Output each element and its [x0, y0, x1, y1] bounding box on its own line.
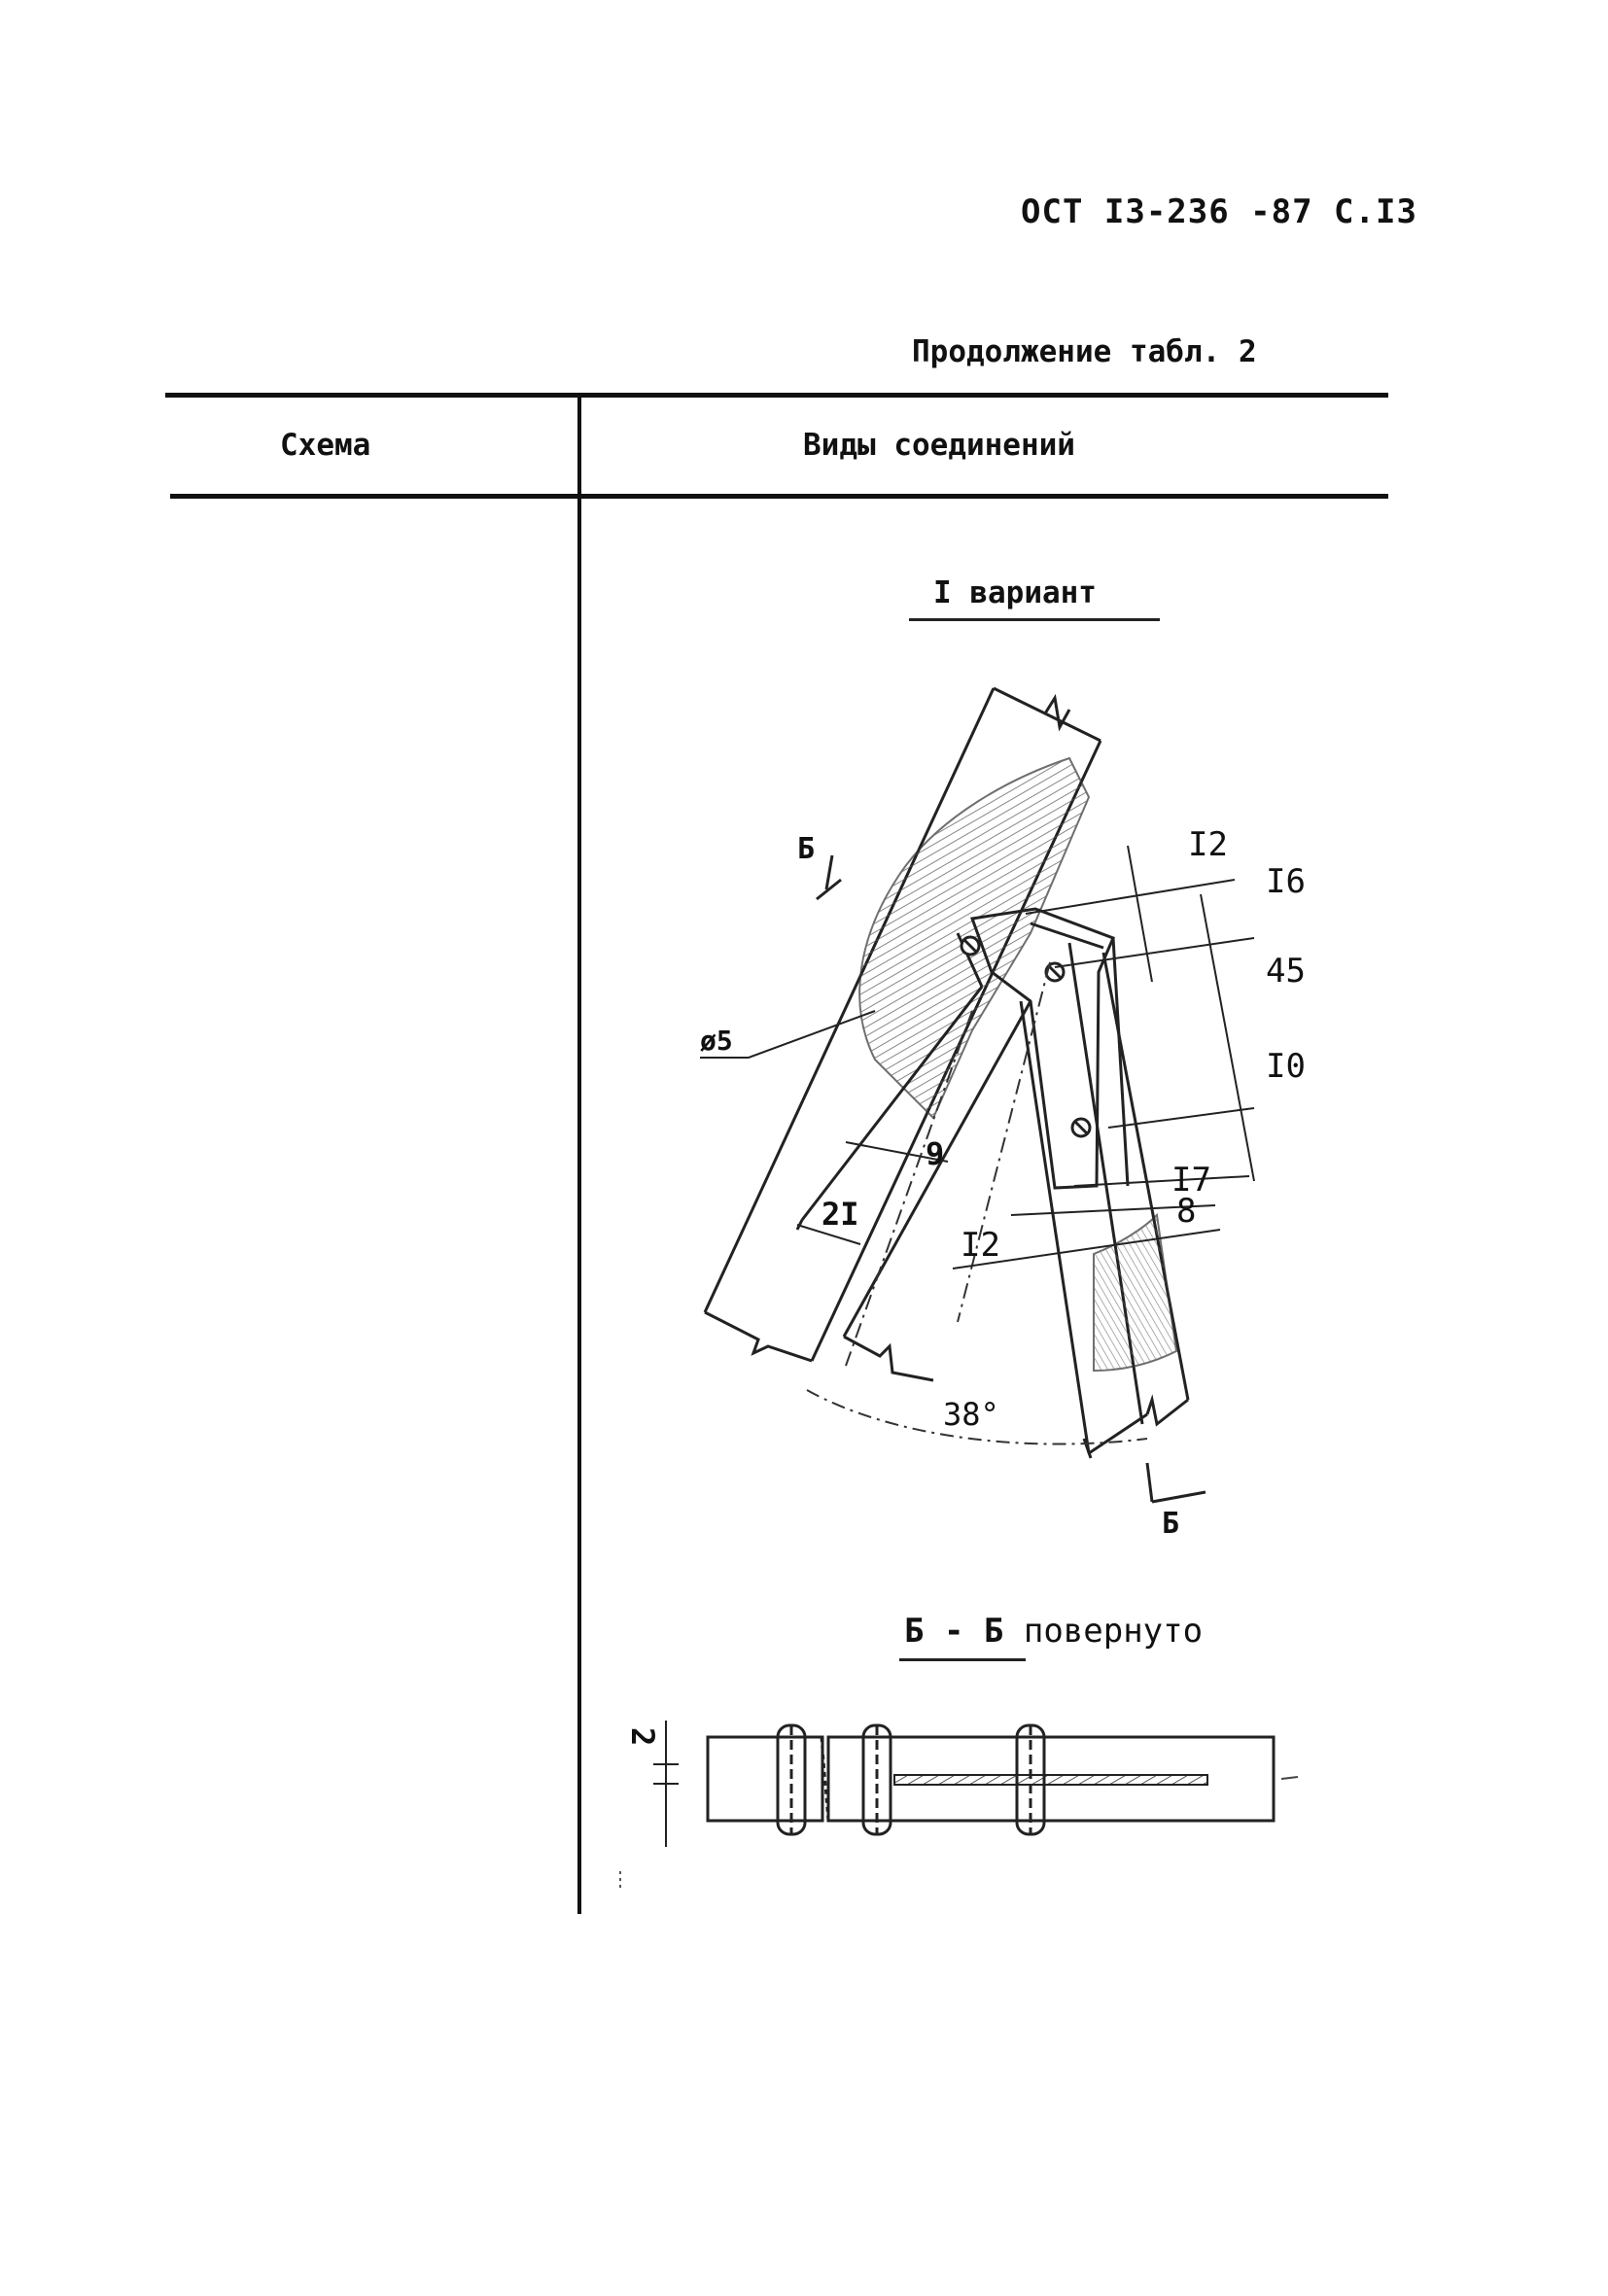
dimension-17: I7	[1171, 1161, 1211, 1200]
dimension-8: 8	[1176, 1192, 1197, 1231]
variant-title: I вариант	[933, 575, 1097, 610]
dimension-12-bottom: I2	[961, 1226, 1000, 1265]
dimension-9: 9	[926, 1135, 945, 1172]
column-header-connection-types: Виды соединений	[803, 428, 1075, 463]
page-header: ОСТ I3-236 -87 С.I3	[1021, 192, 1417, 231]
angle-label: 38°	[943, 1396, 999, 1433]
table-caption: Продолжение табл. 2	[912, 334, 1257, 369]
section-mark-bottom-label: Б	[1162, 1507, 1180, 1541]
section-suffix: повернуто	[1023, 1612, 1204, 1651]
section-plate	[894, 1775, 1207, 1785]
dimension-12-top: I2	[1188, 825, 1228, 864]
diameter-label: ø5	[700, 1025, 733, 1057]
thickness-label: 2	[624, 1727, 661, 1747]
dimension-16: I6	[1266, 862, 1306, 901]
dimension-10: I0	[1266, 1047, 1306, 1086]
section-mark-top-label: Б	[797, 832, 816, 866]
column-header-scheme: Схема	[280, 428, 371, 463]
dimension-21: 2I	[821, 1196, 859, 1233]
section-label: Б - Б	[904, 1612, 1004, 1651]
dimension-45: 45	[1266, 952, 1306, 991]
